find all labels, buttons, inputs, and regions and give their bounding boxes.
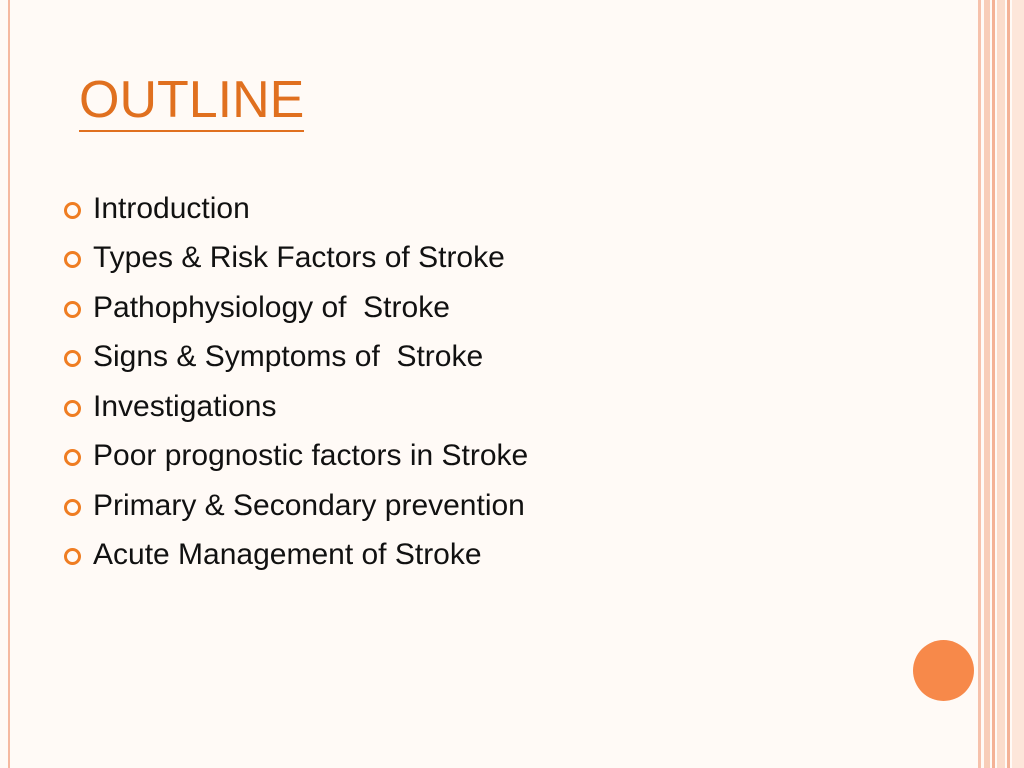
list-item-text: Poor prognostic factors in Stroke — [93, 439, 529, 473]
list-item — [62, 184, 528, 234]
orange-circle-icon — [913, 640, 974, 701]
ring-bullet-icon — [64, 350, 81, 367]
ring-bullet-icon — [64, 202, 81, 219]
slide-title: OUTLINE — [79, 70, 304, 132]
ring-bullet-icon — [64, 499, 81, 516]
list-item-text: Introduction — [93, 191, 250, 225]
list-item-text: Primary & Secondary prevention — [93, 488, 525, 522]
ring-bullet-icon — [64, 400, 81, 417]
left-border — [8, 0, 10, 768]
ring-bullet-icon — [64, 548, 81, 565]
list-item-text: Investigations — [93, 389, 277, 423]
bullet-list — [62, 184, 528, 580]
list-item — [62, 531, 528, 581]
list-item-text: Types & Risk Factors of Stroke — [93, 241, 505, 275]
ring-bullet-icon — [64, 251, 81, 268]
list-item-text: Pathophysiology of Stroke — [93, 290, 450, 324]
right-stripe — [997, 0, 1005, 768]
right-stripe — [1007, 0, 1010, 768]
ring-bullet-icon — [64, 301, 81, 318]
list-item — [62, 283, 528, 333]
list-item — [62, 382, 528, 432]
right-stripe — [1012, 0, 1024, 768]
right-stripe — [984, 0, 990, 768]
list-item — [62, 333, 528, 383]
list-item-text: Signs & Symptoms of Stroke — [93, 340, 484, 374]
list-item-text: Acute Management of Stroke — [93, 538, 482, 572]
list-item — [62, 432, 528, 482]
list-item — [62, 481, 528, 531]
list-item — [62, 234, 528, 284]
right-stripe — [992, 0, 995, 768]
ring-bullet-icon — [64, 449, 81, 466]
right-stripe — [978, 0, 981, 768]
